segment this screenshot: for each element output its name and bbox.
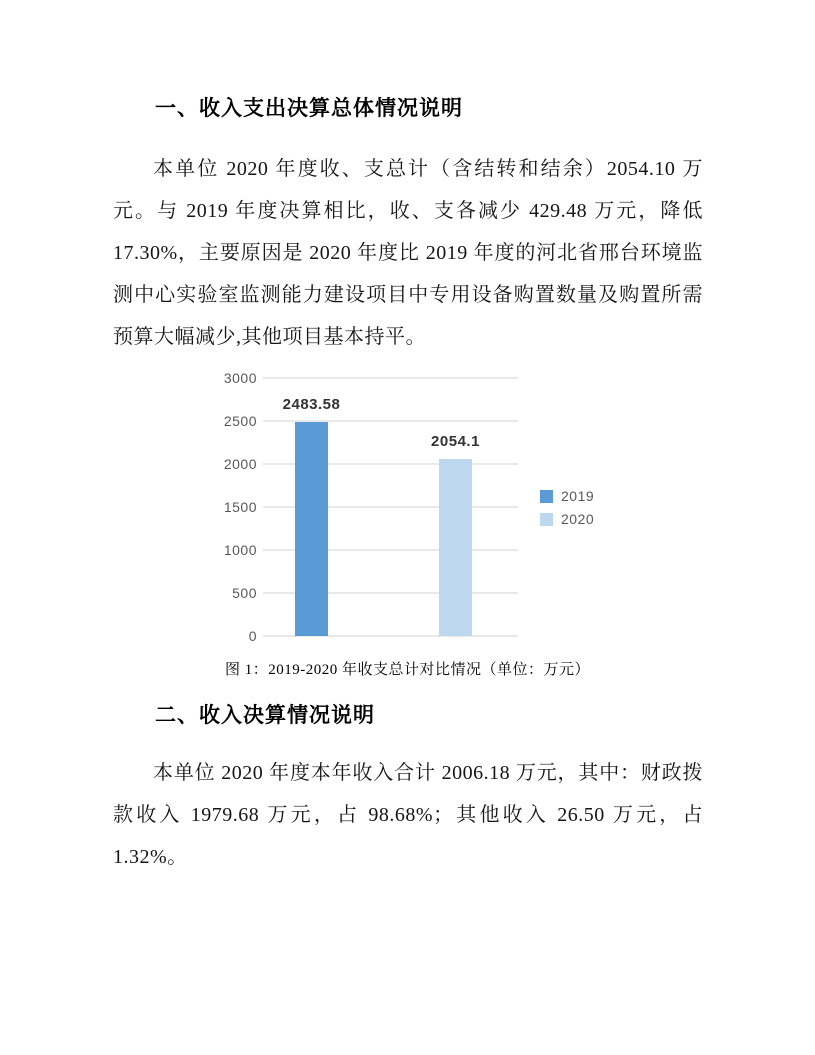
y-axis-tick-label: 1000 (223, 542, 257, 558)
bar-2020 (439, 459, 472, 636)
y-axis-tick-label: 1500 (223, 499, 257, 515)
section-1-paragraph: 本单位 2020 年度收、支总计（含结转和结余）2054.10 万元。与 2019 年度决算相比，收、支各减少 429.48 万元，降低 17.30%，主要原因是 2020 年度比 2019 年度的河北省邢台环境监测中心实验室监测能力建设项目中专用设备购置数量及购置所需预算大幅减少,其他项目基本持平。 (113, 158, 703, 348)
legend-item-2020 (540, 511, 594, 527)
figure-caption: 图 1：2019-2020 年收支总计对比情况（单位：万元） (225, 662, 590, 678)
bar-2019 (295, 422, 328, 636)
legend-label: 2020 (561, 511, 595, 527)
section-2-paragraph: 本单位 2020 年度本年收入合计 2006.18 万元，其中：财政拨款收入 1979.68 万元，占 98.68%；其他收入 26.50 万元，占 1.32%。 (113, 762, 703, 868)
y-axis-tick-label: 3000 (223, 370, 257, 386)
legend-label: 2019 (561, 488, 595, 504)
bar-value-label: 2054.1 (431, 433, 480, 451)
y-axis-tick-label: 500 (232, 585, 257, 601)
chart-plot-area (223, 370, 518, 644)
y-axis-tick-label: 2000 (223, 456, 257, 472)
legend-swatch-icon (540, 490, 553, 503)
section-2-heading: 二、收入决算情况说明 (155, 704, 375, 727)
legend-swatch-icon (540, 513, 553, 526)
y-axis-tick-label: 2500 (223, 413, 257, 429)
section-1-heading: 一、收入支出决算总体情况说明 (155, 97, 463, 120)
chart-legend (540, 488, 594, 534)
bar-chart (223, 370, 625, 648)
legend-item-2019 (540, 488, 594, 504)
gridline (263, 377, 518, 379)
bar-value-label: 2483.58 (282, 396, 341, 414)
y-axis-tick-label: 0 (248, 628, 257, 644)
